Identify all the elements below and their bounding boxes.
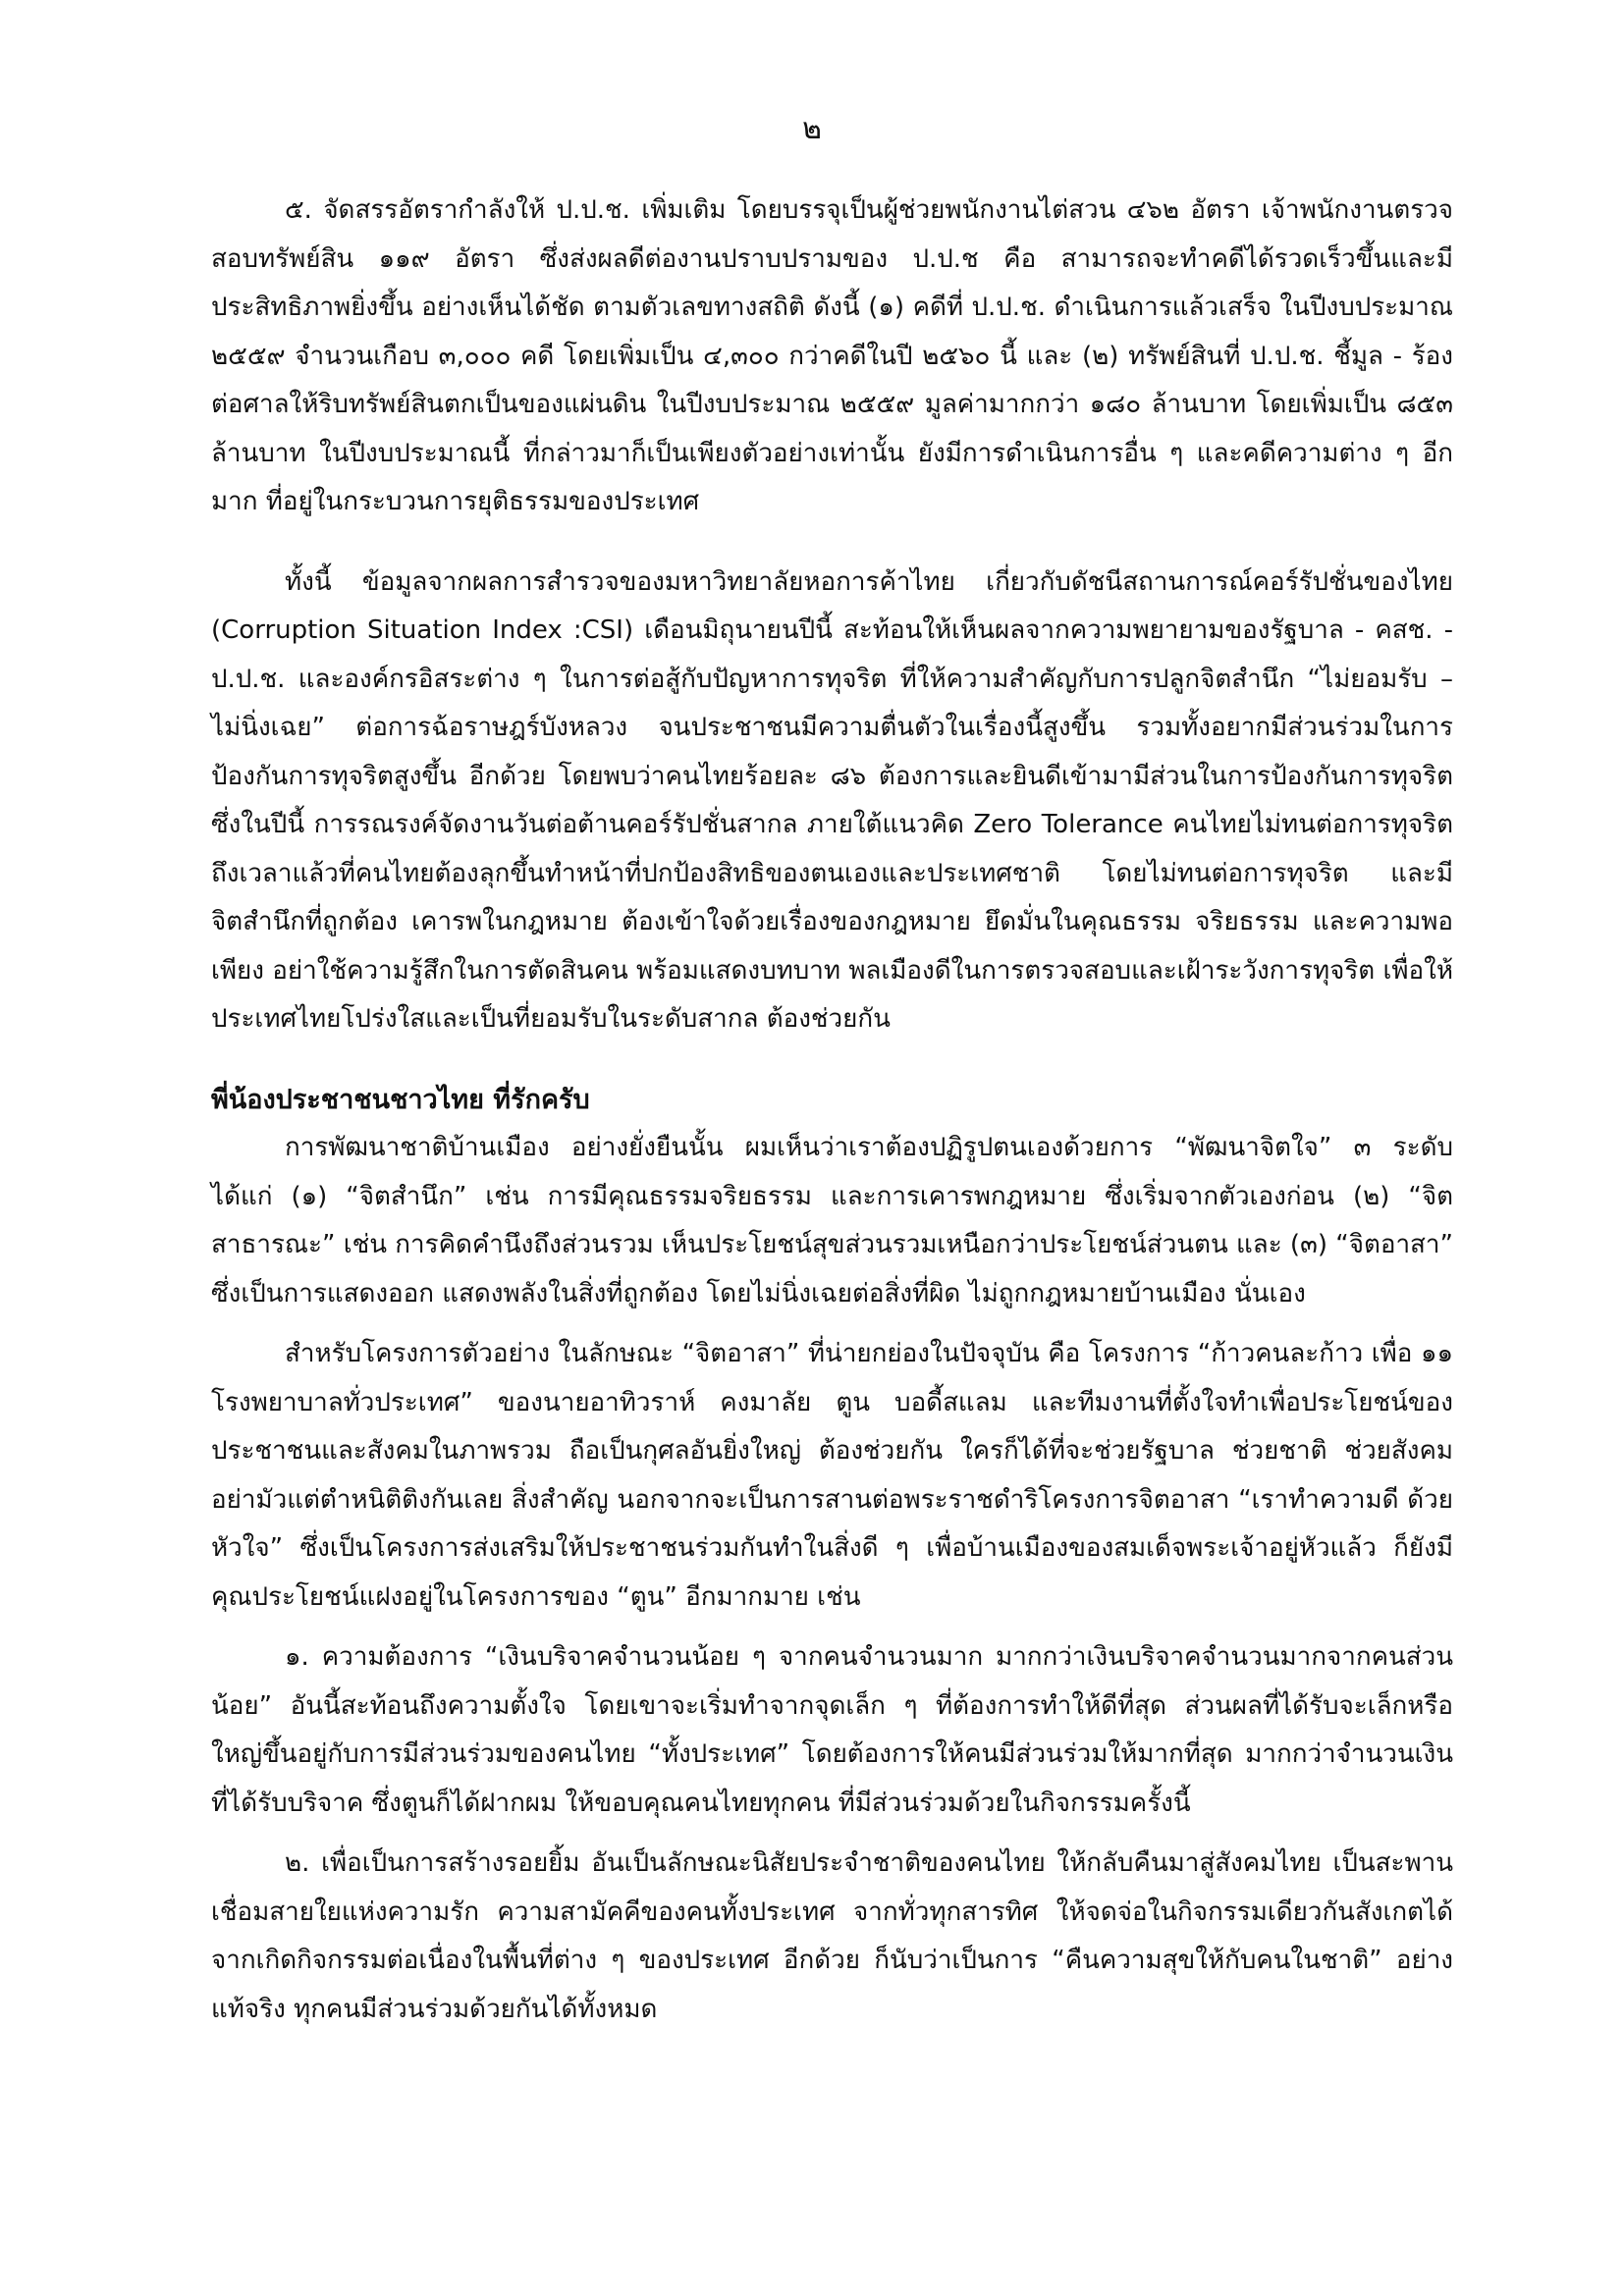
paragraph-csi-survey: ทั้งนี้ ข้อมูลจากผลการสำรวจของมหาวิทยาลัยหอการค้าไทย เกี่ยวกับดัชนีสถานการณ์คอร์รัปชั่นของไทย (Corruption Situation Index :CSI) เดือนมิถุนายนปีนี้ สะท้อนให้เห็นผลจากความพยายามของรัฐบาล - คสช. - ป.ป.ช. และองค์กรอิสระต่าง ๆ ในการต่อสู้กับปัญหาการทุจริต ที่ให้ความสำคัญกับการปลูกจิตสำนึก “ไม่ยอมรับ – ไม่นิ่งเฉย” ต่อการฉ้อราษฎร์บังหลวง จนประชาชนมีความตื่นตัวในเรื่องนี้สูงขึ้น รวมทั้งอยากมีส่วนร่วมในการป้องกันการทุจริตสูงขึ้น อีกด้วย โดยพบว่าคนไทยร้อยละ ๘๖ ต้องการและยินดีเข้ามามีส่วนในการป้องกันการทุจริต ซึ่งในปีนี้ การรณรงค์จัดงานวันต่อต้านคอร์รัปชั่นสากล ภายใต้แนวคิด Zero Tolerance คนไทยไม่ทนต่อการทุจริต ถึงเวลาแล้วที่คนไทยต้องลุกขึ้นทำหน้าที่ปกป้องสิทธิของตนเองและประเทศชาติ โดยไม่ทนต่อการทุจริต และมีจิตสำนึกที่ถูกต้อง เคารพในกฎหมาย ต้องเข้าใจด้วยเรื่องของกฎหมาย ยึดมั่นในคุณธรรม จริยธรรม และความพอเพียง อย่าใช้ความรู้สึกในการตัดสินคน พร้อมแสดงบทบาท พลเมืองดีในการตรวจสอบและเฝ้าระวังการทุจริต เพื่อให้ประเทศไทยโปร่งใสและเป็นที่ยอมรับในระดับสากล ต้องช่วยกัน <box>211 566 1453 1034</box>
paragraph-item-5-staffing: ๕. จัดสรรอัตรากำลังให้ ป.ป.ช. เพิ่มเติม โดยบรรจุเป็นผู้ช่วยพนักงานไต่สวน ๔๖๒ อัตรา เจ้าพนักงานตรวจสอบทรัพย์สิน ๑๑๙ อัตรา ซึ่งส่งผลดีต่องานปราบปรามของ ป.ป.ช คือ สามารถจะทำคดีได้รวดเร็วขึ้นและมีประสิทธิภาพยิ่งขึ้น อย่างเห็นได้ชัด ตามตัวเลขทางสถิติ ดังนี้ (๑) คดีที่ ป.ป.ช. ดำเนินการแล้วเสร็จ ในปีงบประมาณ ๒๕๕๙ จำนวนเกือบ ๓,๐๐๐ คดี โดยเพิ่มเป็น ๔,๓๐๐ กว่าคดีในปี ๒๕๖๐ นี้ และ (๒) ทรัพย์สินที่ ป.ป.ช. ชี้มูล - ร้องต่อศาลให้ริบทรัพย์สินตกเป็นของแผ่นดิน ในปีงบประมาณ ๒๕๕๙ มูลค่ามากกว่า ๑๘๐ ล้านบาท โดยเพิ่มเป็น ๘๕๓ ล้านบาท ในปีงบประมาณนี้ ที่กล่าวมาก็เป็นเพียงตัวอย่างเท่านั้น ยังมีการดำเนินการอื่น ๆ และคดีความต่าง ๆ อีกมาก ที่อยู่ในกระบวนการยุติธรรมของประเทศ <box>211 195 1453 516</box>
paragraph-point-1-donations: ๑. ความต้องการ “เงินบริจาคจำนวนน้อย ๆ จากคนจำนวนมาก มากกว่าเงินบริจาคจำนวนมากจากคนส่วนน้อย” อันนี้สะท้อนถึงความตั้งใจ โดยเขาจะเริ่มทำจากจุดเล็ก ๆ ที่ต้องการทำให้ดีที่สุด ส่วนผลที่ได้รับจะเล็กหรือใหญ่ขึ้นอยู่กับการมีส่วนร่วมของคนไทย “ทั้งประเทศ” โดยต้องการให้คนมีส่วนร่วมให้มากที่สุด มากกว่าจำนวนเงินที่ได้รับบริจาค ซึ่งตูนก็ได้ฝากผม ให้ขอบคุณคนไทยทุกคน ที่มีส่วนร่วมด้วยในกิจกรรมครั้งนี้ <box>211 1642 1453 1818</box>
document-body <box>211 187 1453 2034</box>
page-number: ๒ <box>802 112 822 146</box>
paragraph-point-2-smiles: ๒. เพื่อเป็นการสร้างรอยยิ้ม อันเป็นลักษณะนิสัยประจำชาติของคนไทย ให้กลับคืนมาสู่สังคมไทย เป็นสะพาน เชื่อมสายใยแห่งความรัก ความสามัคคีของคนทั้งประเทศ จากทั่วทุกสารทิศ ให้จดจ่อในกิจกรรมเดียวกันสังเกตได้จากเกิดกิจกรรมต่อเนื่องในพื้นที่ต่าง ๆ ของประเทศ อีกด้วย ก็นับว่าเป็นการ “คืนความสุขให้กับคนในชาติ” อย่างแท้จริง ทุกคนมีส่วนร่วมด้วยกันได้ทั้งหมด <box>211 1848 1453 2024</box>
paragraph-mind-development: การพัฒนาชาติบ้านเมือง อย่างยั่งยืนนั้น ผมเห็นว่าเราต้องปฏิรูปตนเองด้วยการ “พัฒนาจิตใจ” ๓ ระดับ ได้แก่ (๑) “จิตสำนึก” เช่น การมีคุณธรรมจริยธรรม และการเคารพกฎหมาย ซึ่งเริ่มจากตัวเองก่อน (๒) “จิตสาธารณะ” เช่น การคิดคำนึงถึงส่วนรวม เห็นประโยชน์สุขส่วนรวมเหนือกว่าประโยชน์ส่วนตน และ (๓) “จิตอาสา” ซึ่งเป็นการแสดงออก แสดงพลังในสิ่งที่ถูกต้อง โดยไม่นิ่งเฉยต่อสิ่งที่ผิด ไม่ถูกกฎหมายบ้านเมือง นั่นเอง <box>211 1133 1453 1308</box>
paragraph-volunteer-project: สำหรับโครงการตัวอย่าง ในลักษณะ “จิตอาสา” ที่น่ายกย่องในปัจจุบัน คือ โครงการ “ก้าวคนละก้าว เพื่อ ๑๑ โรงพยาบาลทั่วประเทศ” ของนายอาทิวราห์ คงมาลัย ตูน บอดี้สแลม และทีมงานที่ตั้งใจทำเพื่อประโยชน์ของประชาชนและสังคมในภาพรวม ถือเป็นกุศลอันยิ่งใหญ่ ต้องช่วยกัน ใครก็ได้ที่จะช่วยรัฐบาล ช่วยชาติ ช่วยสังคม อย่ามัวแต่ตำหนิติติงกันเลย สิ่งสำคัญ นอกจากจะเป็นการสานต่อพระราชดำริโครงการจิตอาสา “เราทำความดี ด้วยหัวใจ” ซึ่งเป็นโครงการส่งเสริมให้ประชาชนร่วมกันทำในสิ่งดี ๆ เพื่อบ้านเมืองของสมเด็จพระเจ้าอยู่หัวแล้ว ก็ยังมีคุณประโยชน์แฝงอยู่ในโครงการของ “ตูน” อีกมากมาย เช่น <box>211 1339 1453 1612</box>
section-heading: พี่น้องประชาชนชาวไทย ที่รักครับ <box>211 1084 590 1115</box>
